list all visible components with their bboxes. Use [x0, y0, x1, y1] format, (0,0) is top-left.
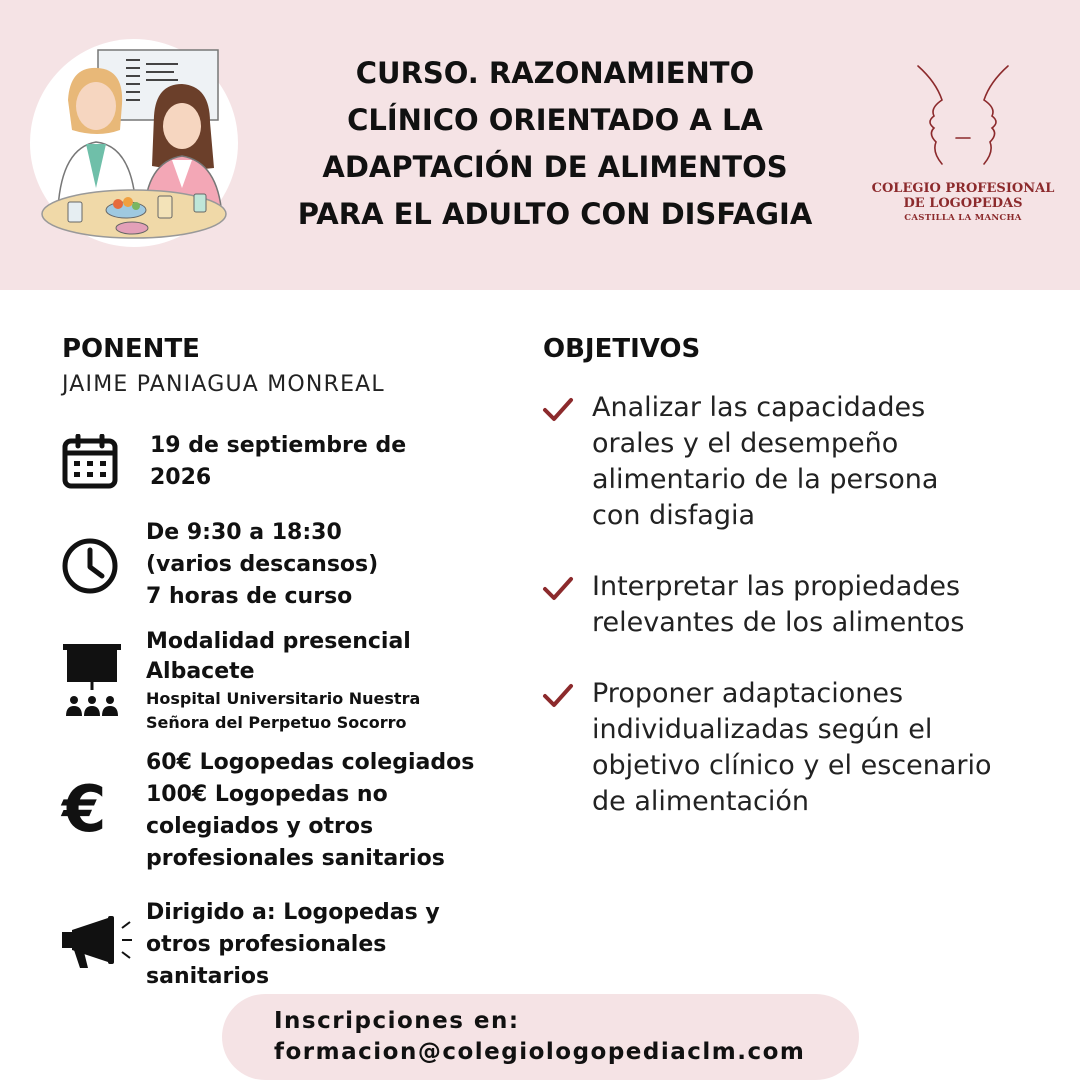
- ponente-name: JAIME PANIAGUA MONREAL: [62, 372, 385, 397]
- objetivos-heading: OBJETIVOS: [543, 334, 701, 364]
- logo-text-line3: CASTILLA LA MANCHA: [904, 213, 1022, 223]
- illustration-two-women-eating: [28, 38, 240, 248]
- ponente-heading: PONENTE: [62, 334, 200, 364]
- objective-line: relevantes de los alimentos: [592, 607, 965, 638]
- presentation-icon: [62, 644, 122, 718]
- colegio-logo: [868, 60, 1058, 230]
- audience-line: otros profesionales: [146, 932, 387, 957]
- price-line: 60€ Logopedas colegiados: [146, 750, 475, 775]
- audience-line: Dirigido a: Logopedas y: [146, 900, 440, 925]
- schedule-line: De 9:30 a 18:30: [146, 520, 342, 545]
- euro-icon: €: [62, 773, 107, 847]
- logo-text-line2: DE LOGOPEDAS: [903, 196, 1023, 211]
- schedule-line: (varios descansos): [146, 552, 379, 577]
- venue-line: Hospital Universitario Nuestra: [146, 689, 421, 708]
- course-title-line: CLÍNICO ORIENTADO A LA: [347, 103, 763, 137]
- price-line: 100€ Logopedas no: [146, 782, 388, 807]
- megaphone-icon: [60, 914, 134, 970]
- registration-banner: [222, 994, 859, 1080]
- objective-line: orales y el desempeño: [592, 428, 899, 459]
- course-schedule: [146, 517, 378, 613]
- clock-icon: [60, 536, 120, 596]
- check-icon: [542, 575, 574, 603]
- check-icon: [542, 682, 574, 710]
- objective-line: Analizar las capacidades: [592, 392, 926, 423]
- objective-line: Interpretar las propiedades: [592, 571, 961, 602]
- course-date: [150, 430, 406, 494]
- course-date-line: 19 de septiembre de: [150, 433, 407, 458]
- venue-line: Señora del Perpetuo Socorro: [146, 713, 407, 732]
- check-icon: [542, 396, 574, 424]
- course-audience: [146, 897, 440, 993]
- facing-profiles-logo-icon: [868, 60, 1058, 178]
- logo-text-line1: COLEGIO PROFESIONAL: [871, 181, 1055, 196]
- objective-line: Proponer adaptaciones: [592, 678, 904, 709]
- objective-line: alimentario de la persona: [592, 464, 939, 495]
- objective-line: individualizadas según el: [592, 714, 933, 745]
- registration-email-link[interactable]: formacion@colegiologopediaclm.com: [274, 1039, 806, 1065]
- course-title-line: CURSO. RAZONAMIENTO: [355, 56, 755, 90]
- price-line: colegiados y otros: [146, 814, 374, 839]
- course-date-line: 2026: [150, 465, 212, 490]
- course-price: [146, 747, 474, 875]
- objective-line: de alimentación: [592, 786, 810, 817]
- registration-label: Inscripciones en:: [274, 1008, 520, 1034]
- course-title-line: ADAPTACIÓN DE ALIMENTOS: [322, 150, 788, 184]
- modality-line: Albacete: [146, 659, 255, 684]
- header-banner: [0, 0, 1080, 290]
- audience-line: sanitarios: [146, 964, 270, 989]
- course-title-line: PARA EL ADULTO CON DISFAGIA: [297, 197, 813, 231]
- objective-line: con disfagia: [592, 500, 756, 531]
- course-modality: [146, 627, 420, 735]
- calendar-icon: [62, 434, 118, 490]
- price-line: profesionales sanitarios: [146, 846, 445, 871]
- course-title: [270, 50, 840, 238]
- modality-line: Modalidad presencial: [146, 629, 411, 654]
- schedule-line: 7 horas de curso: [146, 584, 353, 609]
- objective-line: objetivo clínico y el escenario: [592, 750, 992, 781]
